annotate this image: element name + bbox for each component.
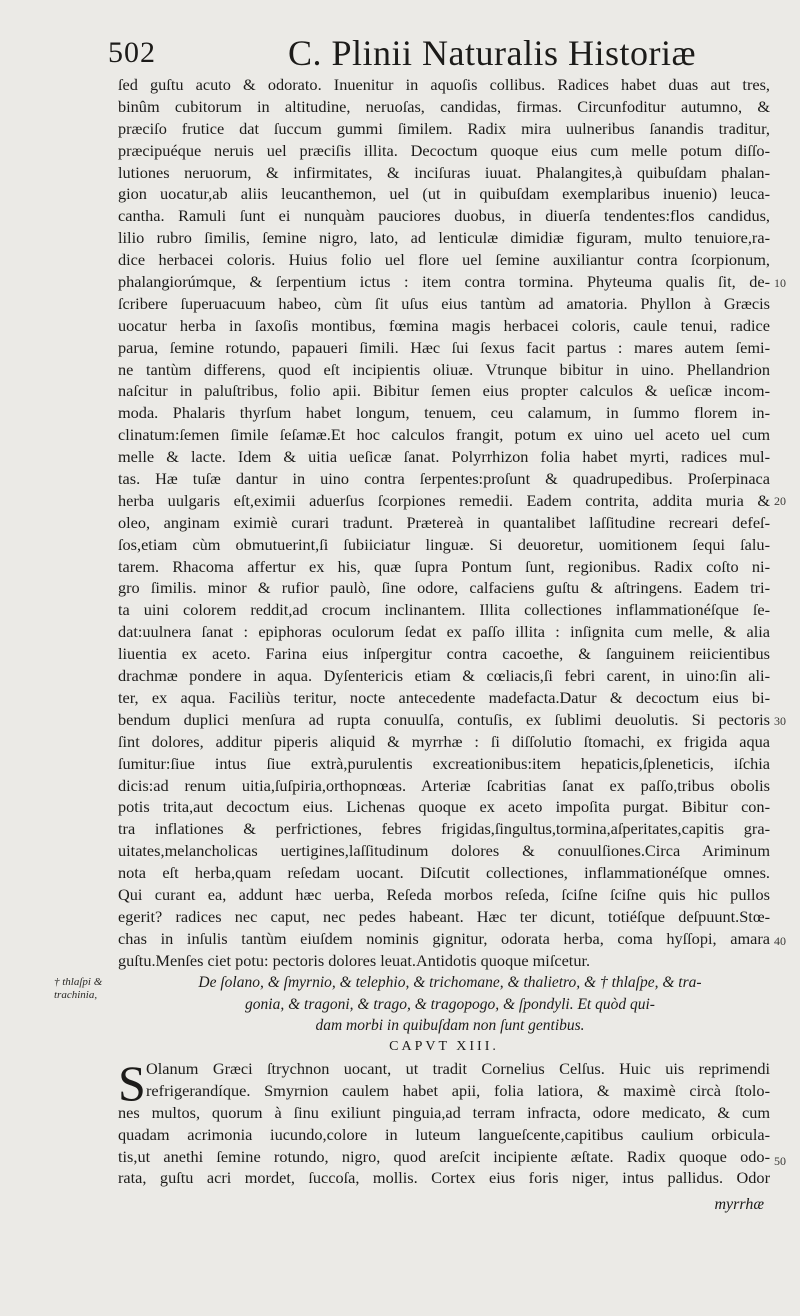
text-line: lilio rubro ſimilis, ſemine nigro, lato, ad lenticulæ dimidiæ figuram, multo tenuiore,ra-	[118, 228, 770, 248]
text-line: clinatum:ſemen ſimile ſeſamæ.Et hoc calculos frangit, potum ex uino uel aceto uel cum	[118, 425, 770, 445]
line-number-marker: 50	[774, 1154, 786, 1168]
text-line: uitates,melancholicas uertigines,laſſitudinum dolores & conuulſiones.Circa Ariminum	[118, 841, 770, 861]
chapter-line: rata, guſtu acri mordet, ſuccoſa, mollis. Cortex eius foris niger, intus pallidus. Odor	[118, 1168, 770, 1188]
text-line: uocatur herba in ſaxoſis montibus, fœmina magis herbacei coloris, caule tenui, radice	[118, 315, 770, 335]
text-line: liuentia ex aceto. Farina eius inſpergitur contra cacoethe, & ſanguinem reiicientibus	[118, 644, 770, 664]
text-line: oleo, anginam eximiè curari tradunt. Prætereà in quantalibet laſſitudine recreari defeſ-	[118, 512, 770, 532]
text-line: ter, ex aqua. Faciliùs teritur, nocte antecedente madefacta.Datur & decoctum eius bi-	[118, 687, 770, 707]
summary-line: gonia, & tragoni, & trago, & tragopogo, & ſpondyli. Et quòd qui-	[245, 995, 655, 1013]
line-number-marker: 30	[774, 714, 786, 728]
line-number-marker: 10	[774, 276, 786, 290]
text-line: gro ſimilis. minor & rufior paulò, ſine odore, calfaciens guſtu & aſtringens. Eadem tri-	[118, 578, 770, 598]
text-line: melle & lacte. Idem & uitia ueſicæ ſanat. Polyrrhizon folia habet myrti, radices mul-	[118, 447, 770, 467]
text-line: tas. Hæ tuſæ dantur in uino contra ſerpentes:proſunt & quadrupedibus. Proſerpinaca	[118, 469, 770, 489]
text-line: ſos,etiam cùm obmutuerint,ſi ſubiiciatur linguæ. Si deuoretur, uomitionem ſequi ſalu-	[118, 534, 770, 554]
chapter-line: Olanum Græci ſtrychnon uocant, ut tradit Cornelius Celſus. Huic uis reprimendi	[146, 1059, 770, 1078]
text-line: drachmæ pondere in aqua. Dyſentericis etiam & cœliacis,ſi febri carent, in uino:ſin ali-	[118, 666, 770, 686]
chapter-summary	[170, 972, 730, 1037]
drop-cap: S	[118, 1055, 146, 1111]
chapter-line: refrigerandíque. Smyrnion caulem habet apii, folia latiora, & maximè circà ſtolo-	[146, 1080, 770, 1100]
summary-line: dam morbi in quibuſdam non ſunt gentibus.	[315, 1017, 585, 1034]
text-line: tarem. Rhacoma affertur ex his, quæ ſupra Pontum ſunt, regionibus. Radix coſto ni-	[118, 556, 770, 576]
chapter-text	[118, 1055, 770, 1189]
line-number-marker: 40	[774, 934, 786, 948]
page-number: 502	[108, 36, 156, 69]
text-line: parua, ſemine rotundo, papaueri ſimili. Hæc ſui ſexus facit partus : mares autem ſemi-	[118, 337, 770, 357]
text-line: præciſo frutice dat ſuccum gummi ſimilem. Radix mira uulneribus ſanandis traditur,	[118, 118, 770, 138]
text-line: nota eſt herba,quam reſedam uocant. Diſcutit collectiones, inflammationéſque omnes.	[118, 863, 770, 883]
text-line: guſtu.Menſes ciet potu: pectoris dolores leuat.Antidotis quoque miſcetur.	[118, 950, 591, 970]
text-line: dice herbacei coloris. Huius folio uel flore uel ſemine auxiliantur contra ſcorpionum,	[118, 250, 770, 270]
chapter-line: quadam acrimonia iucundo,colore in luteum langueſcente,capitibus caulium orbicula-	[118, 1124, 770, 1144]
page-heading: C. Plinii Naturalis Historiæ	[288, 33, 697, 73]
text-line: ſumitur:ſiue intus ſiue extrà,purulentis excreationibus:item hepaticis,ſpleneticis, iſchia	[118, 753, 770, 773]
summary-line: De ſolano, & ſmyrnio, & telephio, & trichomane, & thalietro, & † thlaſpe, & tra-	[198, 974, 702, 991]
text-line: ta uini colorem reddit,ad crocum inclinantem. Illita collectiones inflammationéſque ſe-	[118, 600, 770, 620]
text-line: phalangiorúmque, & ſerpentium ictus : item contra tormina. Phyteuma qualis ſit, de-	[118, 272, 770, 292]
text-line: bendum duplici menſura ad rupta conuulſa, contuſis, ex ſublimi deuolutis. Si pectoris	[118, 709, 770, 729]
text-line: naſcitur in paluſtribus, folio apii. Bibitur ſemen eius propter calculos & ueſicæ incom-	[118, 381, 770, 401]
text-line: potis trita,aut decoctum eius. Lichenas quoque ex aceto impoſita purgat. Bibitur con-	[118, 797, 770, 817]
chapter-line: tis,ut anethi ſemine rotundo, nigro, quod areſcit incipiente æſtate. Radix quoque odo-	[118, 1146, 770, 1166]
text-line: ſint dolores, additur piperis aliquid & myrrhæ : ſi diſſolutio ſtomachi, ex frigida aqua	[118, 731, 770, 751]
text-line: cantha. Ramuli ſunt ei nunquàm pauciores duobus, in diuerſa tendentes:flos candidus,	[118, 206, 770, 226]
body-text	[118, 74, 770, 972]
catchword: myrrhæ	[714, 1196, 764, 1213]
text-line: tra inflationes & perfrictiones, febres frigidas,ſingultus,tormina,aſperitates,capitis gra-	[118, 819, 770, 839]
text-line: ne tantùm differens, quod eſt incipientis oliuæ. Vtrunque bibitur in uino. Phellandrion	[118, 359, 770, 379]
margin-note: † thlaſpi & trachinia,	[54, 976, 103, 1001]
text-line: dat:uulnera ſanat : epiphoras oculorum ſedat ex paſſo illita : inſignita cum melle, & alia	[118, 622, 770, 642]
text-line: binûm cubitorum in altitudine, neruoſas, candidas, firmas. Circunfoditur autumno, &	[118, 96, 770, 116]
text-line: dicis:ad renum uitia,ſuſpiria,orthopnœas. Arteriæ ſcabritias ſanat ex paſſo,tribus obolis	[118, 775, 770, 795]
text-line: præcipuéque neruis uel præciſis illita. Decoctum quoque eius cum melle potum diſſo-	[118, 140, 770, 160]
running-head	[108, 28, 697, 76]
text-line: Qui curant ea, addunt hæc uerba, Reſeda morbos reſeda, ſciſne ſciſne quis hic pullos	[118, 884, 770, 904]
chapter-line: nes multos, quorum à ſinu exiliunt pinguia,ad terram infracta, odore medicato, & cum	[118, 1102, 770, 1122]
line-number-marker: 20	[774, 494, 786, 508]
text-line: moda. Phalaris thyrſum habet longum, tenuem, ceu calamum, in ſummo florem in-	[118, 403, 770, 423]
text-line: gion uocatur,ab aliis leucanthemon, uel (ut in quibuſdam exemplaribus inuenio) leuca-	[118, 184, 770, 204]
chapter-heading: CAPVT XIII.	[389, 1039, 499, 1054]
text-line: egerit? radices nec caput, nec pedes habeant. Hæc ter dicunt, totiéſque deſpuunt.Stœ-	[118, 906, 770, 926]
text-line: herba uulgaris eſt,eximii aduerſus ſcorpiones remedii. Eadem contrita, addita muria &	[118, 490, 770, 510]
text-line: chas in inſulis tantùm eiuſdem nominis gignitur, odorata herba, coma hyſſopi, amara	[118, 928, 770, 948]
text-line: ſcribere ſuperuacuum habeo, cùm ſit uſus eius tantùm ad amatoria. Phyllon à Græcis	[118, 293, 770, 313]
text-line: ſed guſtu acuto & odorato. Inuenitur in aquoſis collibus. Radices habet duas aut tres,	[118, 75, 770, 94]
text-line: lutiones neruorum, & infirmitates, & inciſuras iuuat. Phalangites,à quibuſdam phalan-	[118, 162, 770, 182]
